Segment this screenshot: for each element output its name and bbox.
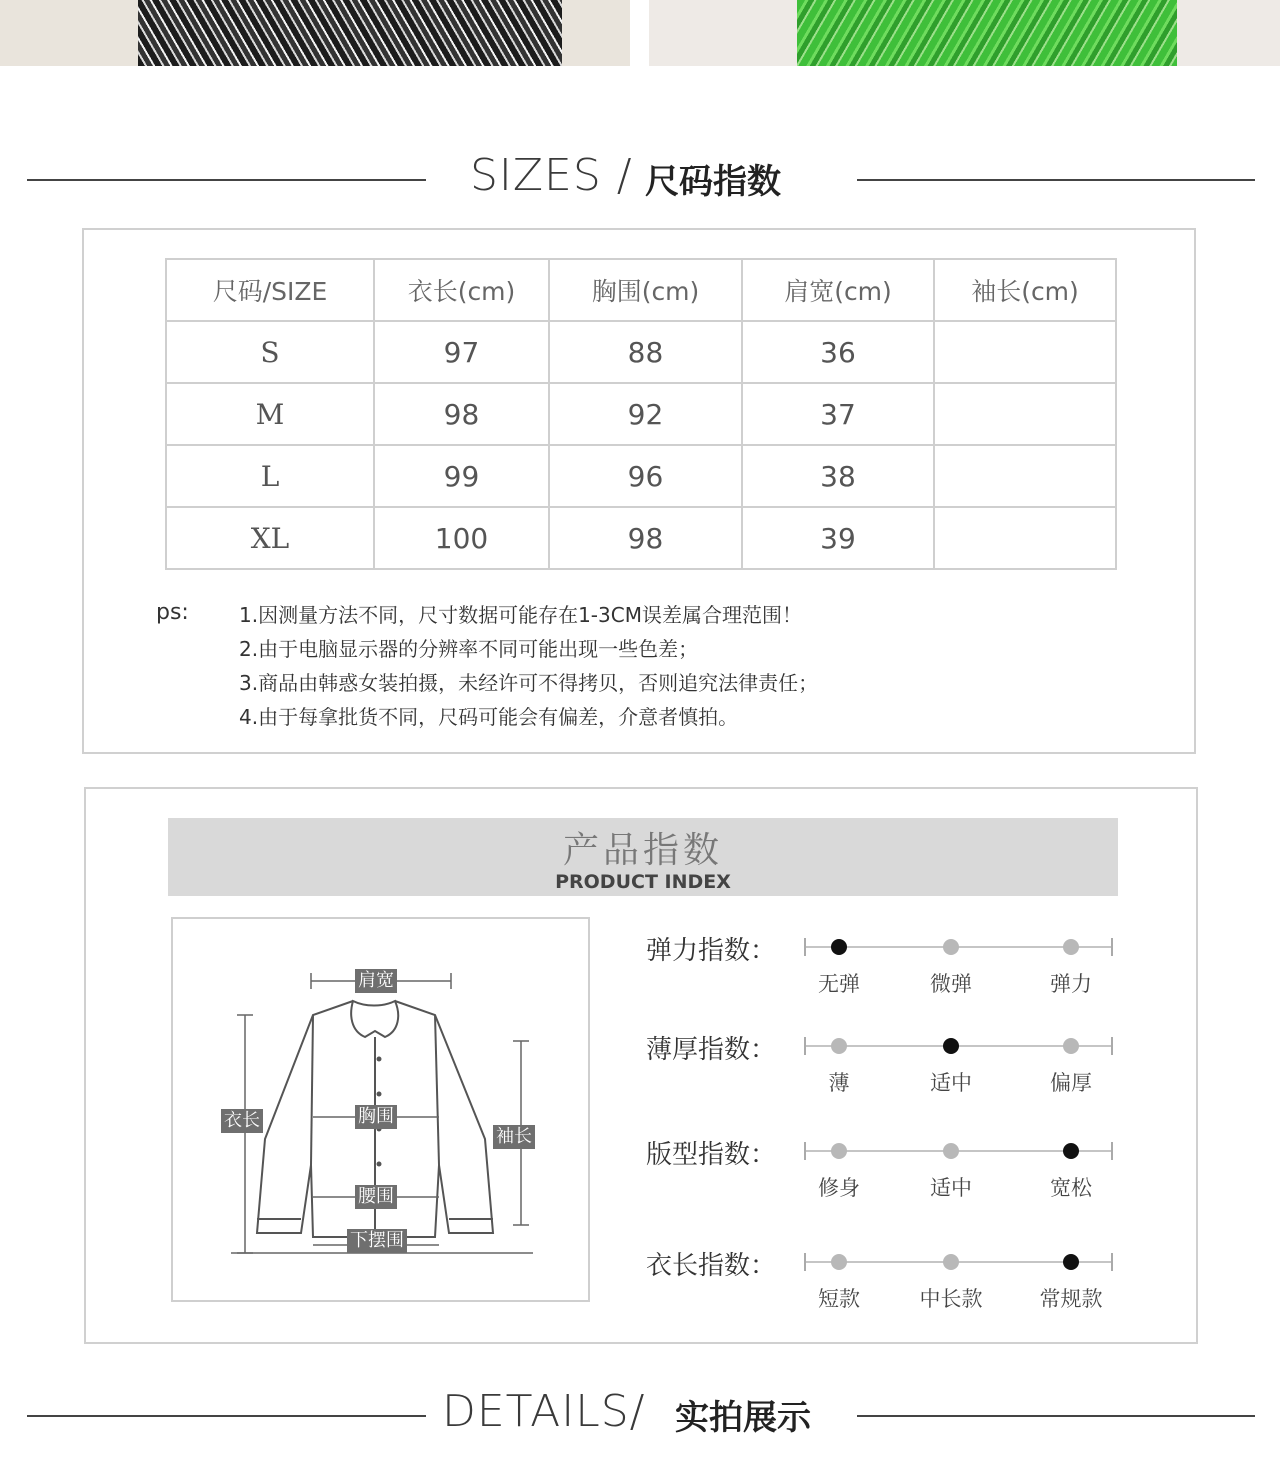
index-option-label: 弹力 (1050, 972, 1092, 996)
heading-rule-left (27, 1415, 426, 1417)
garment-label-hem: 下摆围 (347, 1229, 407, 1253)
length-cell: 98 (374, 383, 549, 445)
notes-label: ps: (156, 600, 189, 625)
garment-label-length: 衣长 (221, 1109, 263, 1133)
details-heading (0, 1386, 1280, 1446)
index-option-label: 适中 (930, 1071, 972, 1095)
garment-label-chest: 胸围 (355, 1105, 397, 1129)
track-end-cap (1111, 938, 1113, 956)
dot-icon (831, 1143, 847, 1159)
product-index-title-en: PRODUCT INDEX (555, 871, 731, 893)
shoulder-cell: 38 (742, 445, 934, 507)
note-line: 1.因测量方法不同，尺寸数据可能存在1-3CM误差属合理范围！ (239, 603, 802, 627)
selected-dot-icon (1063, 1254, 1079, 1270)
garment-label-waist: 腰围 (355, 1185, 397, 1209)
index-row (646, 930, 1166, 1000)
track-end-cap (1111, 1253, 1113, 1271)
product-photo-left (0, 0, 630, 66)
heading-rule-right (857, 179, 1255, 181)
index-option-label: 修身 (818, 1176, 860, 1200)
track-end-cap (804, 1142, 806, 1160)
green-dress-image (797, 0, 1177, 66)
index-option-label: 宽松 (1050, 1176, 1092, 1200)
index-option-label: 常规款 (1039, 1287, 1103, 1311)
track-end-cap (1111, 1037, 1113, 1055)
header-length: 衣长(cm) (374, 259, 549, 321)
product-index-banner (168, 818, 1118, 896)
table-row (166, 507, 1116, 569)
printed-dress-image (138, 0, 562, 66)
index-option-label: 中长款 (919, 1287, 983, 1311)
details-heading-zh: 实拍展示 (675, 1398, 811, 1438)
sleeve-cell (934, 321, 1116, 383)
track-end-cap (804, 1037, 806, 1055)
dot-icon (831, 1038, 847, 1054)
index-label: 薄厚指数： (646, 1035, 777, 1065)
note-line: 2.由于电脑显示器的分辨率不同可能出现一些色差； (239, 637, 699, 661)
size-table-header (166, 259, 1116, 321)
selected-dot-icon (1063, 1143, 1079, 1159)
index-option-label: 微弹 (930, 972, 972, 996)
sleeve-cell (934, 507, 1116, 569)
notes-list (239, 598, 818, 734)
size-cell: S (166, 321, 374, 383)
dot-icon (943, 1143, 959, 1159)
index-label: 版型指数： (646, 1140, 777, 1170)
note-line: 3.商品由韩惑女装拍摄，未经许可不得拷贝，否则追究法律责任； (239, 671, 819, 695)
index-option-label: 偏厚 (1050, 1071, 1092, 1095)
size-table (165, 258, 1117, 570)
dot-icon (943, 939, 959, 955)
dot-icon (1063, 939, 1079, 955)
product-photo-right (649, 0, 1280, 66)
heading-rule-left (27, 179, 426, 181)
garment-label-shoulder: 肩宽 (355, 969, 397, 993)
header-sleeve: 袖长(cm) (934, 259, 1116, 321)
size-cell: XL (166, 507, 374, 569)
index-row (646, 1245, 1166, 1315)
dot-icon (943, 1254, 959, 1270)
length-cell: 97 (374, 321, 549, 383)
selected-dot-icon (943, 1038, 959, 1054)
product-index-panel (84, 787, 1198, 1344)
shoulder-cell: 37 (742, 383, 934, 445)
table-row (166, 445, 1116, 507)
length-cell: 100 (374, 507, 549, 569)
sleeve-cell (934, 383, 1116, 445)
size-cell: L (166, 445, 374, 507)
chest-cell: 98 (549, 507, 742, 569)
chest-cell: 88 (549, 321, 742, 383)
details-heading-en: DETAILS/ (442, 1386, 646, 1437)
table-row (166, 383, 1116, 445)
index-label: 衣长指数： (646, 1251, 777, 1281)
index-row (646, 1134, 1166, 1204)
sleeve-cell (934, 445, 1116, 507)
track-end-cap (1111, 1142, 1113, 1160)
note-line: 4.由于每拿批货不同，尺码可能会有偏差，介意者慎拍。 (239, 705, 739, 729)
header-chest: 胸围(cm) (549, 259, 742, 321)
chest-cell: 96 (549, 445, 742, 507)
sizes-heading (0, 150, 1280, 210)
header-size: 尺码/SIZE (166, 259, 374, 321)
garment-label-sleeve: 袖长 (493, 1125, 535, 1149)
index-option-label: 薄 (828, 1071, 850, 1095)
length-cell: 99 (374, 445, 549, 507)
index-option-label: 短款 (818, 1287, 860, 1311)
index-option-label: 适中 (930, 1176, 972, 1200)
header-shoulder: 肩宽(cm) (742, 259, 934, 321)
heading-rule-right (857, 1415, 1255, 1417)
track-end-cap (804, 938, 806, 956)
index-row (646, 1029, 1166, 1099)
shoulder-cell: 36 (742, 321, 934, 383)
track-end-cap (804, 1253, 806, 1271)
selected-dot-icon (831, 939, 847, 955)
sizes-heading-en: SIZES / (470, 150, 633, 201)
table-row (166, 321, 1116, 383)
index-label: 弹力指数： (646, 936, 777, 966)
chest-cell: 92 (549, 383, 742, 445)
product-index-title-zh: 产品指数 (562, 830, 723, 871)
shoulder-cell: 39 (742, 507, 934, 569)
index-option-label: 无弹 (818, 972, 860, 996)
sizes-heading-zh: 尺码指数 (645, 162, 781, 202)
size-cell: M (166, 383, 374, 445)
dot-icon (831, 1254, 847, 1270)
dot-icon (1063, 1038, 1079, 1054)
garment-measure-diagram (171, 917, 590, 1302)
size-chart-panel (82, 228, 1196, 754)
